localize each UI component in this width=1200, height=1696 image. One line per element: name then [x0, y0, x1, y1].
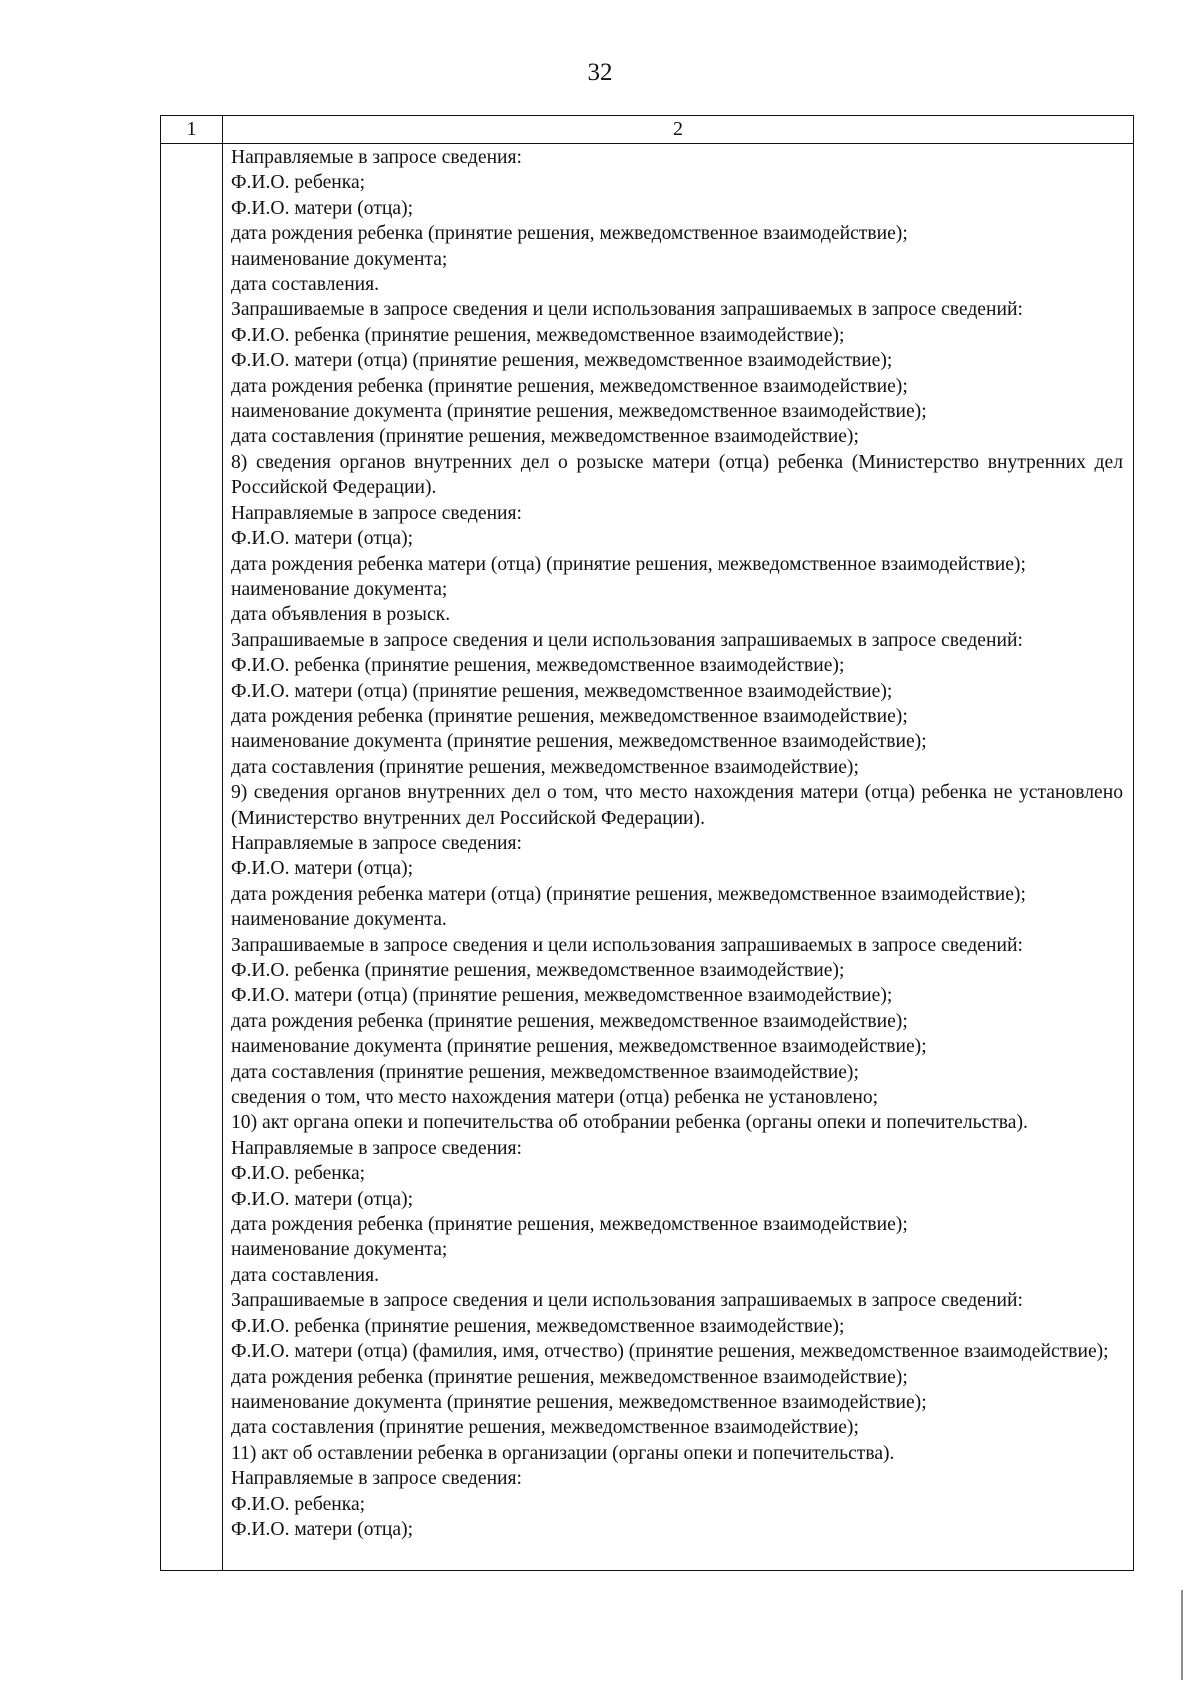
- content-paragraph: 8) сведения органов внутренних дел о розыске матери (отца) ребенка (Министерство внутренних дел Российской Федерации).: [231, 451, 1123, 499]
- content-line: дата объявления в розыск.: [231, 604, 451, 626]
- content-line: Направляемые в запросе сведения:: [231, 832, 522, 854]
- content-line: дата составления.: [231, 274, 380, 296]
- content-line: наименование документа;: [231, 248, 448, 270]
- content-line: дата составления (принятие решения, межведомственное взаимодействие);: [231, 1417, 859, 1439]
- content-line: Ф.И.О. матери (отца) (принятие решения, межведомственное взаимодействие);: [231, 985, 893, 1007]
- content-line: дата рождения ребенка матери (отца) (принятие решения, межведомственное взаимодействие);: [231, 553, 1026, 575]
- content-line: Ф.И.О. матери (отца) (принятие решения, межведомственное взаимодействие);: [231, 680, 893, 702]
- scan-edge-mark: [1181, 1590, 1186, 1680]
- content-line: Ф.И.О. ребенка;: [231, 1493, 366, 1515]
- content-line: Направляемые в запросе сведения:: [231, 147, 522, 168]
- content-paragraph: 9) сведения органов внутренних дел о том, что место нахождения матери (отца) ребенка не установлено (Министерство внутренних дел Российской Федерации).: [231, 782, 1123, 829]
- page-number: 32: [587, 59, 613, 86]
- table-header-col-1: 1: [161, 116, 223, 144]
- table-body-row: [161, 144, 1134, 1571]
- content-line: Ф.И.О. матери (отца) (принятие решения, межведомственное взаимодействие);: [231, 350, 893, 372]
- content-line: Запрашиваемые в запросе сведения и цели использования запрашиваемых в запросе сведений:: [231, 629, 1023, 651]
- content-line: Ф.И.О. ребенка;: [231, 1163, 366, 1185]
- content-text-block: [223, 144, 1133, 1542]
- content-line: наименование документа.: [231, 909, 447, 931]
- content-line: Направляемые в запросе сведения:: [231, 1137, 522, 1159]
- content-line: наименование документа (принятие решения, межведомственное взаимодействие);: [231, 1036, 927, 1058]
- content-line: Направляемые в запросе сведения:: [231, 502, 522, 524]
- table-body-col-1: [161, 144, 223, 1571]
- content-line: 10) акт органа опеки и попечительства об отобрании ребенка (органы опеки и попечительства).: [231, 1112, 1028, 1134]
- content-line: Ф.И.О. матери (отца);: [231, 1518, 414, 1540]
- content-line: дата составления (принятие решения, межведомственное взаимодействие);: [231, 426, 859, 448]
- content-line: дата составления (принятие решения, межведомственное взаимодействие);: [231, 1061, 859, 1083]
- content-line: наименование документа;: [231, 578, 448, 600]
- content-line: наименование документа;: [231, 1239, 448, 1261]
- content-line: дата рождения ребенка (принятие решения, межведомственное взаимодействие);: [231, 1366, 908, 1388]
- content-line: Ф.И.О. ребенка (принятие решения, межведомственное взаимодействие);: [231, 960, 845, 981]
- table-header-col-2: 2: [223, 116, 1134, 144]
- document-table: [160, 115, 1134, 1571]
- content-line: Ф.И.О. матери (отца);: [231, 197, 414, 219]
- content-line: наименование документа (принятие решения, межведомственное взаимодействие);: [231, 1391, 927, 1413]
- content-line: Ф.И.О. матери (отца);: [231, 1188, 414, 1210]
- content-line: Запрашиваемые в запросе сведения и цели использования запрашиваемых в запросе сведений:: [231, 934, 1023, 956]
- content-line: дата рождения ребенка (принятие решения, межведомственное взаимодействие);: [231, 1214, 908, 1236]
- content-line: дата составления.: [231, 1264, 380, 1286]
- content-line: Направляемые в запросе сведения:: [231, 1468, 522, 1490]
- content-line: наименование документа (принятие решения, межведомственное взаимодействие);: [231, 401, 927, 423]
- content-line: Ф.И.О. матери (отца);: [231, 858, 414, 880]
- content-line: 11) акт об оставлении ребенка в организации (органы опеки и попечительства).: [231, 1442, 895, 1464]
- content-line: сведения о том, что место нахождения матери (отца) ребенка не установлено;: [231, 1087, 879, 1109]
- content-line: Ф.И.О. ребенка;: [231, 172, 366, 194]
- content-line: Запрашиваемые в запросе сведения и цели использования запрашиваемых в запросе сведений:: [231, 1290, 1023, 1312]
- content-line: дата рождения ребенка (принятие решения, межведомственное взаимодействие);: [231, 705, 908, 727]
- content-line: дата составления (принятие решения, межведомственное взаимодействие);: [231, 756, 859, 778]
- content-line: Ф.И.О. матери (отца);: [231, 528, 414, 550]
- content-line: Запрашиваемые в запросе сведения и цели использования запрашиваемых в запросе сведений:: [231, 299, 1023, 321]
- content-line: Ф.И.О. ребенка (принятие решения, межведомственное взаимодействие);: [231, 655, 845, 677]
- content-line: дата рождения ребенка (принятие решения, межведомственное взаимодействие);: [231, 375, 908, 397]
- content-line: дата рождения ребенка (принятие решения, межведомственное взаимодействие);: [231, 223, 908, 245]
- content-line: Ф.И.О. ребенка (принятие решения, межведомственное взаимодействие);: [231, 1315, 845, 1337]
- content-line: Ф.И.О. ребенка (принятие решения, межведомственное взаимодействие);: [231, 324, 845, 346]
- content-paragraph: Ф.И.О. матери (отца) (фамилия, имя, отчество) (принятие решения, межведомственное взаимодействие);: [231, 1341, 1109, 1363]
- content-line: дата рождения ребенка (принятие решения, межведомственное взаимодействие);: [231, 1010, 908, 1032]
- table-header-row: [161, 116, 1134, 144]
- table-body-col-2: [223, 144, 1134, 1571]
- content-line: наименование документа (принятие решения, межведомственное взаимодействие);: [231, 731, 927, 753]
- content-line: дата рождения ребенка матери (отца) (принятие решения, межведомственное взаимодействие);: [231, 883, 1026, 905]
